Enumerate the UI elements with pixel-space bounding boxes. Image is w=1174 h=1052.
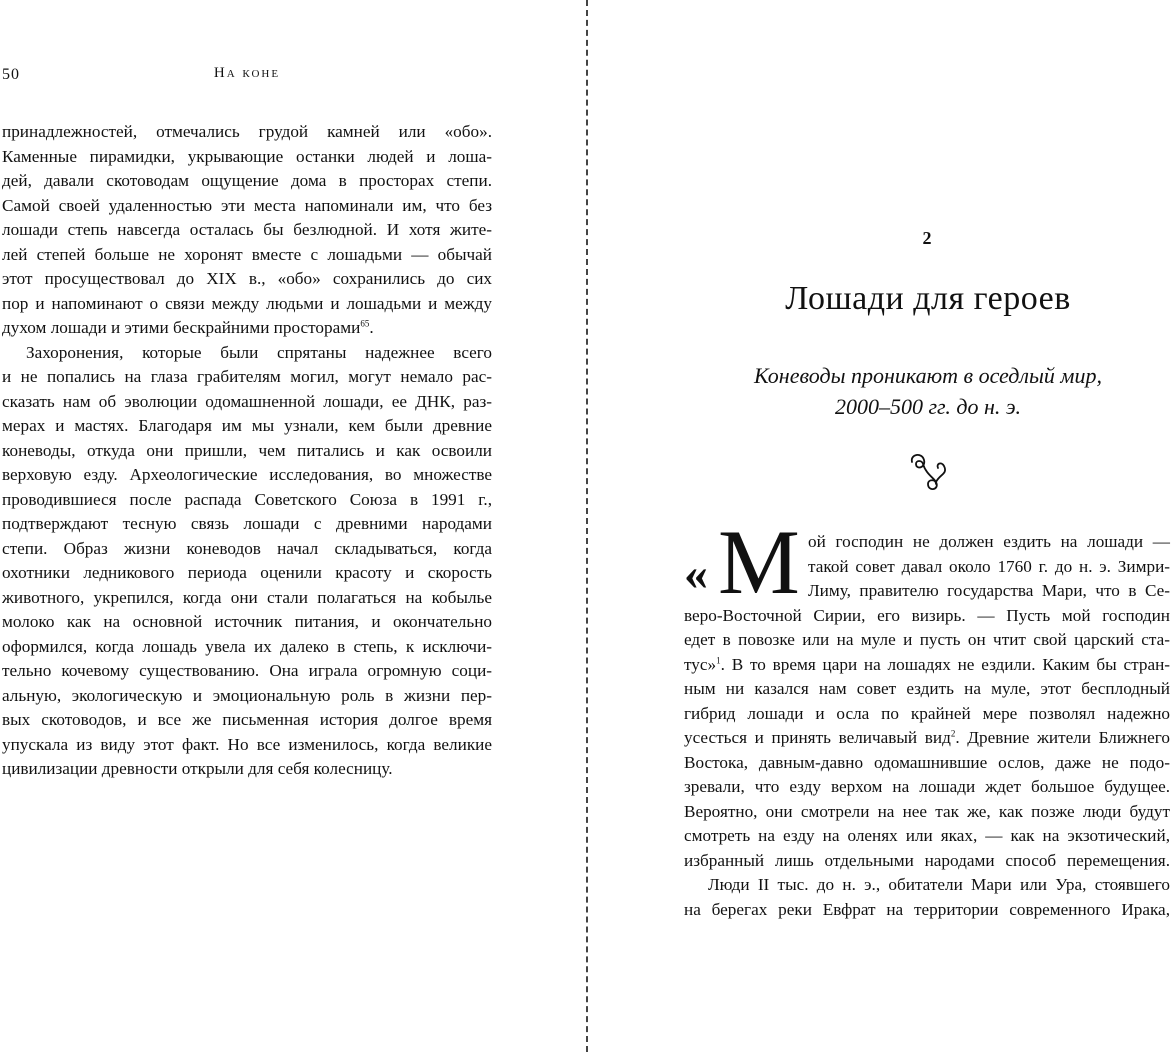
- text-line: [684, 653, 1170, 678]
- footnote-ref[interactable]: 2: [950, 728, 956, 739]
- text-line: на берегах реки Евфрат на территории современного Ирака,: [684, 899, 1170, 919]
- chapter-subtitle: [588, 360, 1174, 422]
- text-line: вых скотоводов, и все же письменная история долгое время: [2, 710, 492, 729]
- text-line: такой совет давал около 1760 г. до н. э. Зимри-: [808, 556, 1170, 576]
- opening-quote: «: [684, 547, 708, 600]
- text-line: ой господин не должен ездить на лошади —: [808, 532, 1170, 551]
- text-line: веро-Восточной Сирии, его визирь. — Пусть мой господин: [684, 605, 1170, 625]
- text-line: зревали, что езду верхом на лошади ждет большое будущее.: [684, 777, 1170, 796]
- text-line: цивилизации древности открыли для себя колесницу.: [2, 759, 393, 778]
- text-line: Лиму, правителю государства Мари, что в Се-: [808, 581, 1170, 600]
- text-line: [684, 726, 1170, 751]
- left-page: [0, 0, 586, 1052]
- text-line: молоко как на основной источник питания, и окончательно: [2, 612, 492, 631]
- text-line: альную, экологическую и эмоциональную роль в жизни пер-: [2, 685, 492, 705]
- text-fragment: . В то время цари на лошадях не ездили. Каким бы стран-: [720, 654, 1170, 674]
- running-head: [0, 64, 586, 86]
- text-line: Каменные пирамидки, укрывающие останки людей и лоша-: [2, 146, 492, 166]
- text-line: тельно кочевому существованию. Она играла огромную соци-: [2, 661, 492, 680]
- text-line: охотники ледникового периода оценили красоту и скорость: [2, 563, 492, 582]
- text-fragment: духом лошади и этими бескрайними просторами: [2, 318, 361, 337]
- swirl-ornament-icon: [588, 452, 1174, 492]
- text-line: проводившиеся после распада Советского Союза в 1991 г.,: [2, 489, 492, 509]
- right-page: [588, 0, 1174, 1052]
- text-line: гибрид лошади и осла по крайней мере позволял надежно: [684, 703, 1170, 723]
- text-line: дей, давали скотоводам ощущение дома в просторах степи.: [2, 171, 492, 190]
- text-line: Захоронения, которые были спрятаны надежнее всего: [26, 342, 492, 362]
- text-line: оформился, когда лошадь увела их далеко в степь, к исключи-: [2, 636, 492, 656]
- text-fragment: . Древние жители Ближнего: [955, 728, 1170, 747]
- chapter-title: Лошади для героев: [785, 280, 1071, 317]
- footnote-ref[interactable]: 65: [360, 318, 370, 329]
- subtitle-line: 2000–500 гг. до н. э.: [834, 394, 1022, 419]
- text-line: Вероятно, они смотрели на нее так же, как позже люди будут: [684, 801, 1170, 821]
- chapter-number: 2: [922, 228, 932, 248]
- text-line: едет в повозке или на муле и пусть он чтит свой царский ста-: [684, 630, 1170, 649]
- drop-cap-letter: М: [718, 511, 800, 613]
- text-line: мерах и мастях. Благодаря им мы узнали, кем были древние: [2, 416, 492, 435]
- text-line: подтверждают тесную связь лошади с древними народами: [2, 514, 492, 533]
- text-line: принадлежностей, отмечались грудой камней или «обо».: [2, 122, 492, 141]
- text-fragment: усесться и принять величавый вид: [684, 728, 951, 747]
- text-line: верховую езду. Археологические исследования, во множестве: [2, 465, 492, 484]
- text-line: коневоды, откуда они пришли, чем питались и как освоили: [2, 440, 492, 460]
- text-line: этот просуществовал до XIX в., «обо» сохранились до сих: [2, 269, 492, 288]
- text-line: смотреть на езду на оленях или яках, — как на экзотический,: [684, 826, 1170, 845]
- page-number: 50: [2, 66, 20, 83]
- right-body-text: [684, 530, 1170, 922]
- text-line: животного, укрепился, когда они стали полагаться на кобылье: [2, 587, 492, 607]
- left-body-text: [2, 120, 492, 782]
- text-fragment: тус»: [684, 654, 717, 674]
- subtitle-line: Коневоды проникают в оседлый мир,: [754, 363, 1102, 388]
- text-line: лей степей больше не хоронят вместе с лошадьми — обычай: [2, 244, 492, 264]
- text-line: Люди II тыс. до н. э., обитатели Мари или Ура, стоявшего: [708, 875, 1170, 894]
- text-line: ным ни казался нам совет ездить на муле, этот бесплодный: [684, 679, 1170, 698]
- text-line: духом лошади и этими бескрайними просторами$^{65}$.: [2, 318, 374, 337]
- text-line: пор и напоминают о связи между людьми и лошадьми и между: [2, 293, 492, 313]
- text-line: упускала из виду этот факт. Но все изменилось, когда великие: [2, 734, 492, 754]
- text-line: и не попались на глаза грабителям могил, могут немало рас-: [2, 367, 492, 386]
- footnote-ref[interactable]: 1: [716, 654, 721, 665]
- text-line: Востока, давным-давно одомашнившие ослов, даже не подо-: [684, 752, 1170, 772]
- text-line: степи. Образ жизни коневодов начал складываться, когда: [2, 538, 492, 558]
- text-line: лошади степь навсегда осталась бы безлюдной. И хотя жите-: [2, 220, 492, 239]
- running-title: На коне: [213, 65, 281, 81]
- text-line: Самой своей удаленностью эти места напоминали им, что без: [2, 195, 492, 215]
- text-line: избранный лишь отдельными народами способ перемещения.: [684, 850, 1170, 870]
- text-line: сказать нам об эволюции одомашненной лошади, ее ДНК, раз-: [2, 391, 492, 411]
